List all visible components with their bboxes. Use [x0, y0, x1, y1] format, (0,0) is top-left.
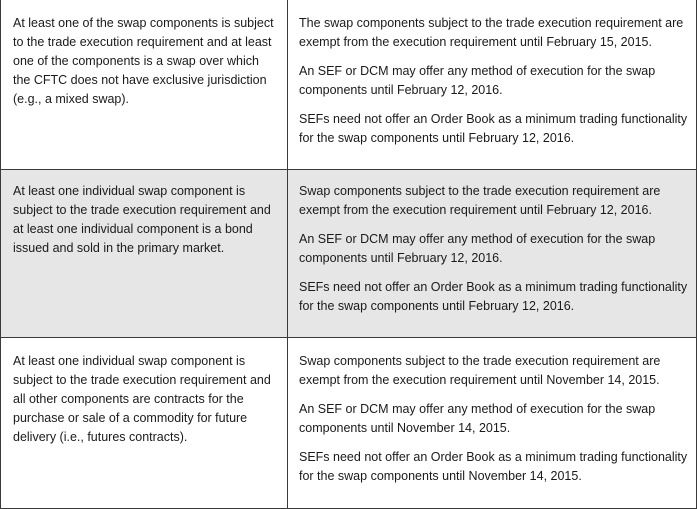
relief-text: SEFs need not offer an Order Book as a minimum trading functionality for the swap components until February 12, 2016.: [299, 280, 688, 313]
column-divider: [287, 0, 288, 508]
relief-text: The swap components subject to the trade execution requirement are exempt from the execution requirement until February 15, 2015.: [299, 16, 684, 49]
table-row: [1, 170, 696, 338]
condition-cell: [13, 14, 279, 109]
relief-cell: [299, 14, 689, 148]
relief-text: An SEF or DCM may offer any method of execution for the swap components until November 14, 2015.: [299, 402, 656, 435]
relief-text: Swap components subject to the trade execution requirement are exempt from the execution requirement until February 12, 2016.: [299, 184, 661, 217]
condition-cell: [13, 182, 279, 258]
condition-text: At least one individual swap component is subject to the trade execution requirement and at least one individual component is a bond issued and sold in the primary market.: [13, 184, 271, 255]
relief-text: An SEF or DCM may offer any method of execution for the swap components until February 12, 2016.: [299, 64, 656, 97]
relief-text: An SEF or DCM may offer any method of execution for the swap components until February 12, 2016.: [299, 232, 656, 265]
condition-text: At least one of the swap components is subject to the trade execution requirement and at least one of the components is a swap over which the CFTC does not have exclusive jurisdiction (e.g., a mixed swap).: [13, 16, 274, 106]
relief-cell: [299, 352, 689, 486]
table-row: [1, 338, 696, 508]
relief-text: Swap components subject to the trade execution requirement are exempt from the execution requirement until November 14, 2015.: [299, 354, 661, 387]
relief-text: SEFs need not offer an Order Book as a minimum trading functionality for the swap components until November 14, 2015.: [299, 450, 688, 483]
relief-text: SEFs need not offer an Order Book as a minimum trading functionality for the swap components until February 12, 2016.: [299, 112, 688, 145]
condition-cell: [13, 352, 279, 447]
relief-cell: [299, 182, 689, 316]
condition-text: At least one individual swap component is subject to the trade execution requirement and all other components are contracts for the purchase or sale of a commodity for future delivery (i.e., futures contracts).: [13, 354, 271, 444]
table-row: [1, 0, 696, 170]
